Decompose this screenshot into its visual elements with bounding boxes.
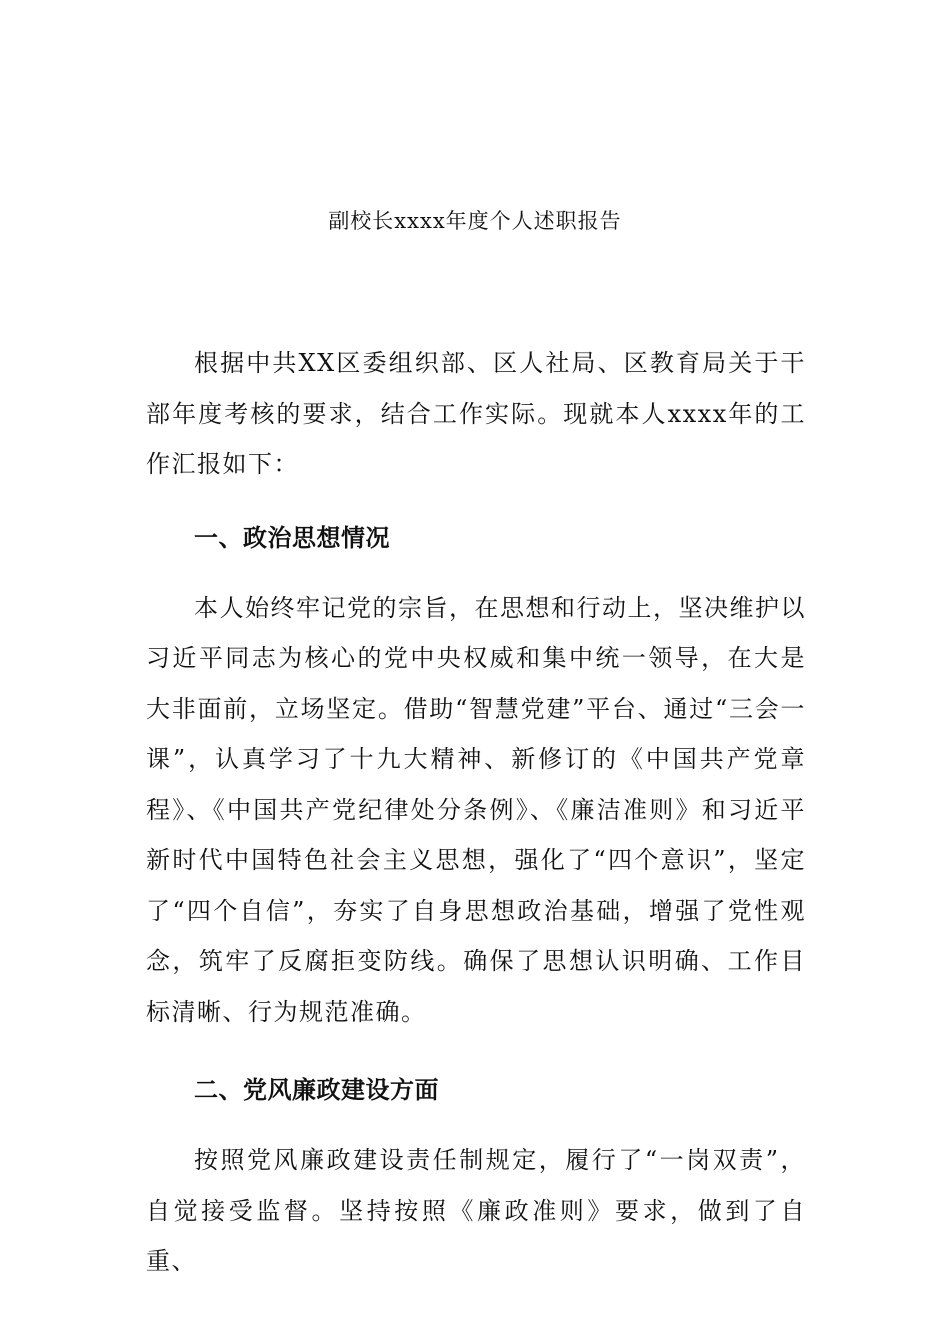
intro-paragraph: 根据中共XX区委组织部、区人社局、区教育局关于干部年度考核的要求，结合工作实际。现就本人xxxx年的工作汇报如下： — [146, 349, 806, 478]
section-2-paragraph: 按照党风廉政建设责任制规定，履行了“一岗双责”，自觉接受监督。坚持按照《廉政准则》要求，做到了自重、 — [146, 1146, 806, 1275]
document-title: 副校长xxxx年度个人述职报告 — [328, 209, 622, 233]
section-2-heading: 二、党风廉政建设方面 — [194, 1076, 439, 1104]
section-1-paragraph: 本人始终牢记党的宗旨，在思想和行动上，坚决维护以习近平同志为核心的党中央权威和集中统一领导，在大是大非面前，立场坚定。借助“智慧党建”平台、通过“三会一课”，认真学习了十九大精神、新修订的《中国共产党章程》、《中国共产党纪律处分条例》、《廉洁准则》和习近平新时代中国特色社会主义思想，强化了“四个意识”，坚定了“四个自信”，夯实了自身思想政治基础，增强了党性观念，筑牢了反腐拒变防线。确保了思想认识明确、工作目标清晰、行为规范准确。 — [146, 593, 806, 1026]
section-1-heading: 一、政治思想情况 — [194, 523, 390, 552]
document-body — [146, 338, 806, 1287]
